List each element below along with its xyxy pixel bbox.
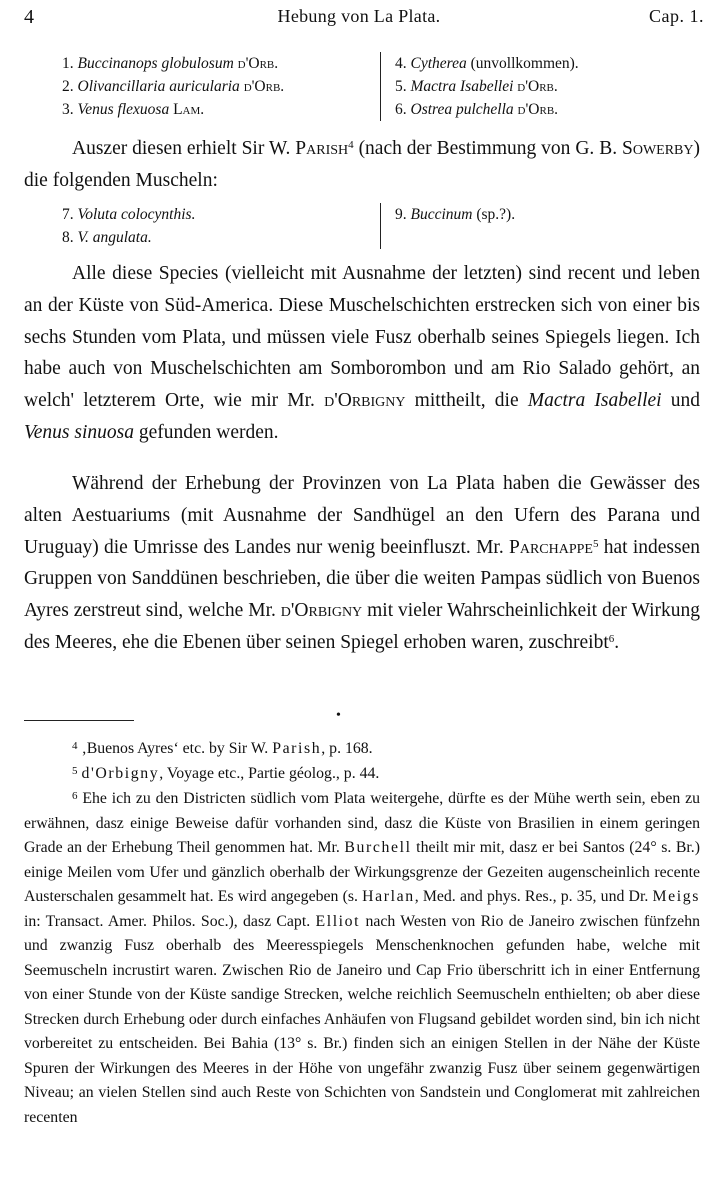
list-item: 1. Buccinanops globulosum d'Orb. bbox=[62, 55, 279, 72]
footnote-ref[interactable]: 4 bbox=[348, 139, 354, 151]
species-list-a-left bbox=[62, 52, 381, 121]
page-number: 4 bbox=[24, 6, 34, 28]
species-list-b-left bbox=[62, 203, 381, 249]
footnote-ref[interactable]: 6 bbox=[608, 632, 615, 645]
species-list-a bbox=[62, 52, 579, 121]
species-list-b-right bbox=[381, 203, 515, 249]
running-header bbox=[0, 0, 718, 40]
person-name: d'Orbigny bbox=[280, 600, 363, 622]
body-paragraph-1: Alle diese Species (vielleicht mit Ausnahme der letzten) sind recent und leben an der Küste von Süd-America. Diese Muschelschichten erstrecken sich von einer bis sechs Stunden vom Plata, und müssen viele Fusz oberhalb seines Spiegels liegen. Ich habe auch von Muschelschichten am Somborombon und am Rio Salado gehört, an welch' letzterem Orte, wie mir Mr. d'Orbigny mittheilt, die Mactra Isabellei und Venus sinuosa gefunden werden. bbox=[24, 263, 701, 443]
list-item: 4. Cytherea (unvollkommen). bbox=[395, 55, 579, 72]
person-name: Burchell bbox=[344, 839, 412, 856]
list-item: 8. V. angulata. bbox=[62, 229, 152, 246]
person-name: d'Orbigny bbox=[324, 390, 406, 412]
person-name: Parish bbox=[295, 138, 349, 159]
body-paragraph-2: Während der Erhebung der Provinzen von La Plata haben die Gewässer des alten Aestuariums (mit Ausnahme der Sandhügel an den Ufern des Parana und Uruguay) die Umrisse des Landes nur wenig beeinfluszt. Mr. Parchappe$^5$ hat indessen Gruppen von Sanddünen beschrieben, die über die weiten Pampas südlich von Buenos Ayres zerstreut sind, welche Mr. d'Orbigny mit vieler Wahrscheinlichkeit der Wirkung des Meeres, ehe die Ebenen über seinen Spiegel erhoben waren, zuschreibt$^6$. bbox=[24, 473, 700, 653]
species-list-a-right bbox=[381, 52, 579, 121]
person-name: Parish bbox=[272, 740, 322, 757]
intro-paragraph: Auszer diesen erhielt Sir W. Parish$^4$ (nach der Bestimmung von G. B. Sowerby) die folgenden Muscheln: bbox=[24, 138, 700, 191]
chapter-label: Cap. 1. bbox=[649, 6, 704, 26]
person-name: Elliot bbox=[315, 912, 361, 930]
person-name: Sowerby bbox=[621, 138, 694, 159]
person-name: Harlan bbox=[362, 888, 415, 905]
list-item: 2. Olivancillaria auricularia d'Orb. bbox=[62, 78, 285, 95]
footnote-6: $^6$ Ehe ich zu den Districten südlich vom Plata weitergehe, dürfte es der Mühe werth sein, eben zu erwähnen, dasz einige Beweise dafür vorhanden sind, dasz die Küste von Brasilien in einem geringen Grade an der Erhebung Theil genommen hat. Mr. Burchell theilt mir mit, dasz er bei Santos (24° s. Br.) einige Meilen vom Ufer und gänzlich oberhalb der Wirkungsgrenze der Gezeiten augenscheinlich recente Austerschalen gesammelt hat. Es wird angegeben (s. Harlan, Med. and phys. Res., p. 35, und Dr. Meigs in: Transact. Amer. Philos. Soc.), dasz Capt. Elliot nach Westen von Rio de Janeiro zwischen fünfzehn und zwanzig Fusz oberhalb des Meeresspiegels Menschenknochen gefunden habe, welche mit Seemuscheln incrustirt waren. Zwischen Rio de Janeiro und Cap Frio überschritt ich in einer Entfernung von einer Stunde von der Küste sandige Strecken, welche reichlich Seemuscheln enthielten; ob aber diese Strecken durch Erhebung oder durch einfaches Anhäufen von Flugsand gebildet worden sind, bin ich nicht vorbereitet zu entscheiden. Bei Bahia (13° s. Br.) finden sich an einigen Stellen in der Nähe der Küste Spuren der Wirkungen des Meeres in der Höhe von ungefähr zwanzig Fusz über seinem gegenwärtigen Niveau; an vielen Stellen sind auch Reste von Schichten von Sandstein und Conglomerat mit zahlreichen recenten bbox=[24, 790, 700, 1126]
list-item: 9. Buccinum (sp.?). bbox=[395, 206, 516, 223]
list-item: 3. Venus flexuosa Lam. bbox=[62, 101, 205, 118]
species-list-b bbox=[62, 203, 515, 249]
list-item: 6. Ostrea pulchella d'Orb. bbox=[395, 101, 559, 118]
species-name: Venus sinuosa bbox=[24, 421, 134, 443]
footnote-divider bbox=[24, 720, 134, 721]
person-name: Meigs bbox=[652, 888, 700, 905]
footnote-5: $^5$ d'Orbigny, Voyage etc., Partie géolog., p. 44. bbox=[72, 765, 380, 782]
footnote-ref[interactable]: 5 bbox=[592, 537, 599, 550]
list-item: 7. Voluta colocynthis. bbox=[62, 206, 196, 223]
stray-dot: • bbox=[336, 708, 341, 723]
list-item: 5. Mactra Isabellei d'Orb. bbox=[395, 78, 558, 95]
species-name: Mactra Isabellei bbox=[527, 390, 662, 412]
footnote-4: $^4$ ‚Buenos Ayres‘ etc. by Sir W. Parish, p. 168. bbox=[72, 740, 373, 757]
person-name: Parchappe bbox=[508, 536, 593, 558]
running-title: Hebung von La Plata. bbox=[277, 6, 441, 26]
person-name: d'Orbigny bbox=[81, 765, 160, 782]
